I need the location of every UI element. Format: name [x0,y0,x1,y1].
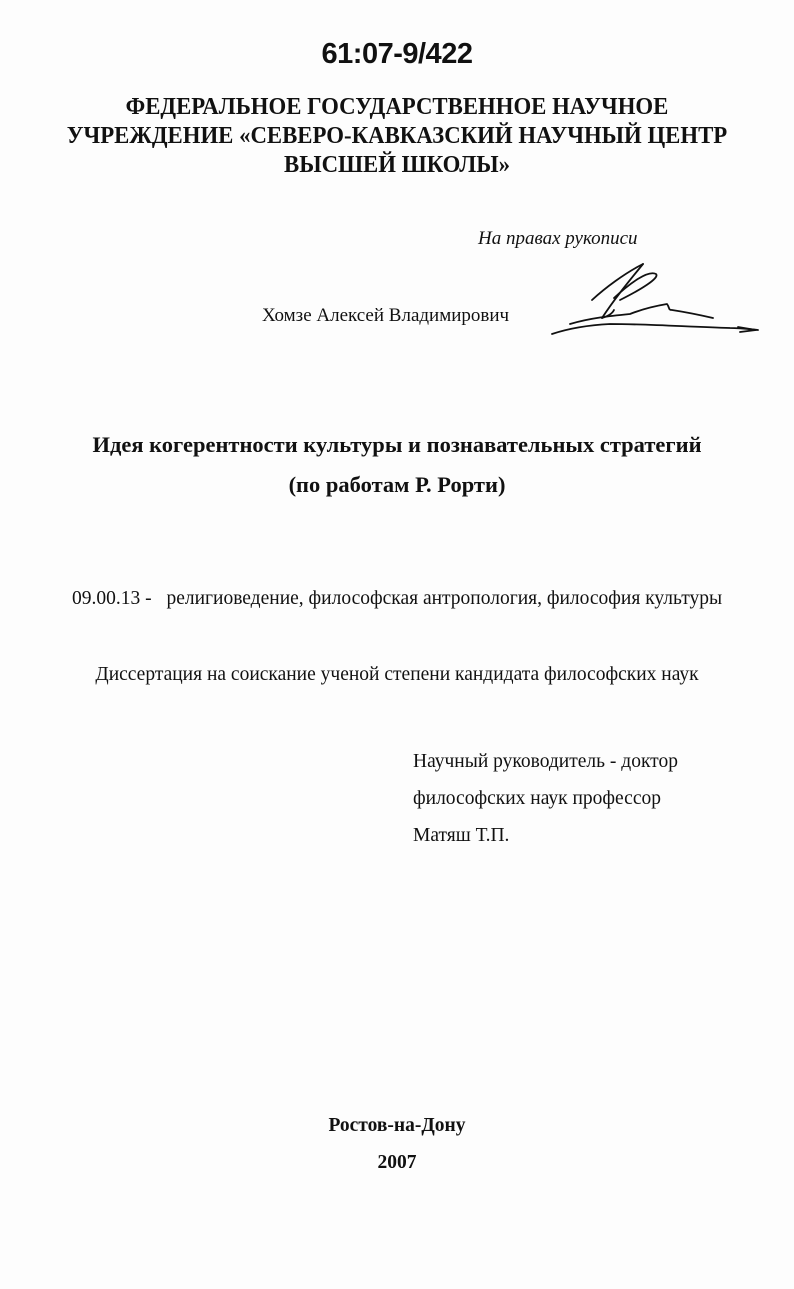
specialty [0,588,794,610]
city: Ростов-на-Дону [328,1115,466,1136]
year: 2007 [377,1152,417,1173]
manuscript-rights-note: На правах рукописи [478,228,638,249]
title-line: Идея когерентности культуры и познавательных стратегий [92,432,702,457]
degree-statement: Диссертация на соискание ученой степени кандидата философских наук [95,664,699,685]
specialty-code: 09.00.13 - [71,588,152,609]
author-name: Хомзе Алексей Владимирович [262,305,510,326]
organization-name [65,92,729,179]
supervisor-line: Научный руководитель - доктор [413,751,678,772]
organization-line: УЧРЕЖДЕНИЕ «СЕВЕРО-КАВКАЗСКИЙ НАУЧНЫЙ ЦЕНТР [66,122,728,149]
organization-line: ВЫСШЕЙ ШКОЛЫ» [284,151,510,178]
registry-code: 61:07-9/422 [321,38,473,70]
supervisor-line: философских наук профессор [413,788,661,809]
supervisor-line: Матяш Т.П. [413,825,510,846]
dissertation-title [0,425,794,505]
signature-icon [530,258,760,340]
specialty-name: религиоведение, философская антропология, философия культуры [166,588,723,609]
supervisor-block [413,743,678,854]
organization-line: ФЕДЕРАЛЬНОЕ ГОСУДАРСТВЕННОЕ НАУЧНОЕ [125,93,669,120]
title-line: (по работам Р. Рорти) [288,472,506,497]
